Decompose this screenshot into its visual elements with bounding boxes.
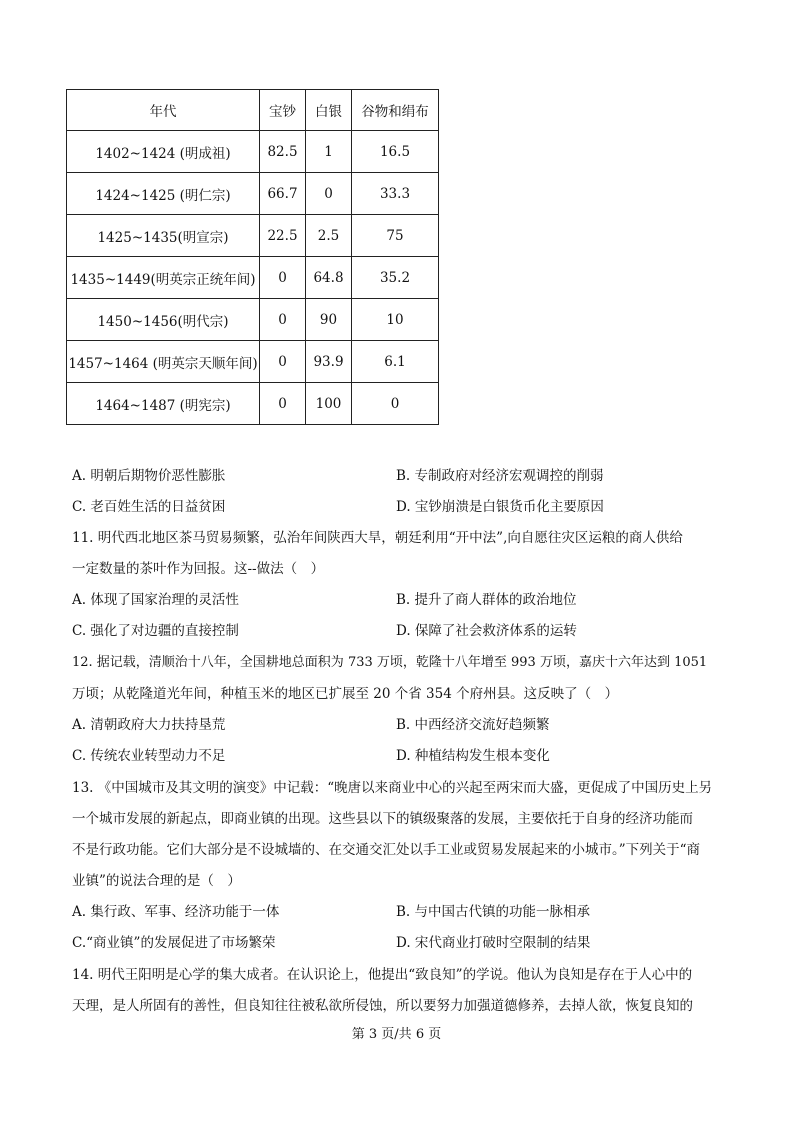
table-cell: 1457~1464 (明英宗天顺年间): [67, 341, 260, 383]
table-row: [67, 131, 439, 173]
table-cell: 1450~1456(明代宗): [67, 299, 260, 341]
table-cell: 6.1: [352, 341, 439, 383]
table-cell: 0: [352, 383, 439, 425]
q10-option-a: A. 明朝后期物价恶性膨胀: [72, 468, 226, 484]
q13-stem-line: 13. 《中国城市及其文明的演变》中记载：“晚唐以来商业中心的兴起至两宋而大盛，更促成了中国历史上另: [72, 780, 713, 796]
q14-stem-line: 14. 明代王阳明是心学的集大成者。在认识论上，他提出“致良知”的学说。他认为良知是存在于人心中的: [72, 967, 693, 983]
q13-option-c: C.“商业镇”的发展促进了市场繁荣: [72, 935, 276, 951]
q13-stem-line: 一个城市发展的新起点，即商业镇的出现。这些县以下的镇级聚落的发展，主要依托于自身的经济功能而: [72, 811, 693, 827]
table-cell: 2.5: [306, 215, 352, 257]
page-footer: 第 3 页/共 6 页: [351, 1027, 442, 1042]
table-row: [67, 299, 439, 341]
q13-stem-line: 不是行政功能。它们大部分是不设城墙的、在交通交汇处以手工业或贸易发展起来的小城市。”下列关于“商: [72, 842, 701, 858]
table-row: [67, 257, 439, 299]
table-row: [67, 215, 439, 257]
q12-stem-line: 万顷；从乾隆道光年间，种植玉米的地区已扩展至 20 个省 354 个府州县。这反映了（ ）: [72, 686, 619, 702]
q13-option-d: D. 宋代商业打破时空限制的结果: [396, 935, 591, 951]
header-cell: 年代: [67, 90, 260, 131]
q10-option-b: B. 专制政府对经济宏观调控的削弱: [396, 468, 604, 484]
q12-option-b: B. 中西经济交流好趋频繁: [396, 717, 550, 733]
table-cell: 0: [260, 257, 306, 299]
table-cell: 1424~1425 (明仁宗): [67, 173, 260, 215]
q13-stem-line: 业镇”的说法合理的是（ ）: [72, 873, 241, 889]
table-row: [67, 173, 439, 215]
q14-stem-line: 天理，是人所固有的善性，但良知往往被私欲所侵蚀，所以要努力加强道德修养，去掉人欲，恢复良知的: [72, 998, 693, 1014]
table-cell: 100: [306, 383, 352, 425]
table-cell: 1464~1487 (明宪宗): [67, 383, 260, 425]
q13-option-a: A. 集行政、军事、经济功能于一体: [72, 904, 280, 920]
table-cell: 0: [260, 299, 306, 341]
table-row: [67, 341, 439, 383]
q11-stem-line: 11. 明代西北地区茶马贸易频繁，弘治年间陕西大旱，朝廷利用“开中法”,向自愿往灾区运粮的商人供给: [72, 530, 683, 546]
table-cell: 0: [306, 173, 352, 215]
q11-stem-line: 一定数量的茶叶作为回报。这--做法（ ）: [72, 561, 325, 577]
table-cell: 1435~1449(明英宗正统年间): [67, 257, 260, 299]
table-cell: 1402~1424 (明成祖): [67, 131, 260, 173]
q11-option-a: A. 体现了国家治理的灵活性: [72, 592, 239, 608]
table-header-row: [67, 90, 439, 131]
table-cell: 93.9: [306, 341, 352, 383]
q12-option-a: A. 清朝政府大力扶持垦荒: [72, 717, 226, 733]
table-cell: 64.8: [306, 257, 352, 299]
table-cell: 1: [306, 131, 352, 173]
table-cell: 90: [306, 299, 352, 341]
table-cell: 1425~1435(明宣宗): [67, 215, 260, 257]
table-cell: 35.2: [352, 257, 439, 299]
table-cell: 75: [352, 215, 439, 257]
q12-stem-line: 12. 据记载，清顺治十八年，全国耕地总面积为 733 万顷，乾隆十八年增至 993 万顷，嘉庆十六年达到 1051: [72, 655, 708, 670]
q11-option-b: B. 提升了商人群体的政治地位: [396, 592, 577, 608]
table-cell: 33.3: [352, 173, 439, 215]
table-cell: 22.5: [260, 215, 306, 257]
q13-option-b: B. 与中国古代镇的功能一脉相承: [396, 904, 591, 920]
table-cell: 16.5: [352, 131, 439, 173]
header-cell: 白银: [306, 90, 352, 131]
table-cell: 82.5: [260, 131, 306, 173]
q10-option-d: D. 宝钞崩溃是白银货币化主要原因: [396, 499, 604, 515]
q11-option-c: C. 强化了对边疆的直接控制: [72, 623, 239, 639]
header-cell: 宝钞: [260, 90, 306, 131]
q12-option-d: D. 种植结构发生根本变化: [396, 748, 550, 764]
table-row: [67, 383, 439, 425]
table-cell: 0: [260, 383, 306, 425]
q10-option-c: C. 老百姓生活的日益贫困: [72, 499, 226, 515]
table-cell: 10: [352, 299, 439, 341]
data-table: [66, 89, 439, 425]
q12-option-c: C. 传统农业转型动力不足: [72, 748, 226, 764]
table-cell: 0: [260, 341, 306, 383]
q11-option-d: D. 保障了社会救济体系的运转: [396, 623, 577, 639]
header-cell: 谷物和绢布: [352, 90, 439, 131]
table-cell: 66.7: [260, 173, 306, 215]
